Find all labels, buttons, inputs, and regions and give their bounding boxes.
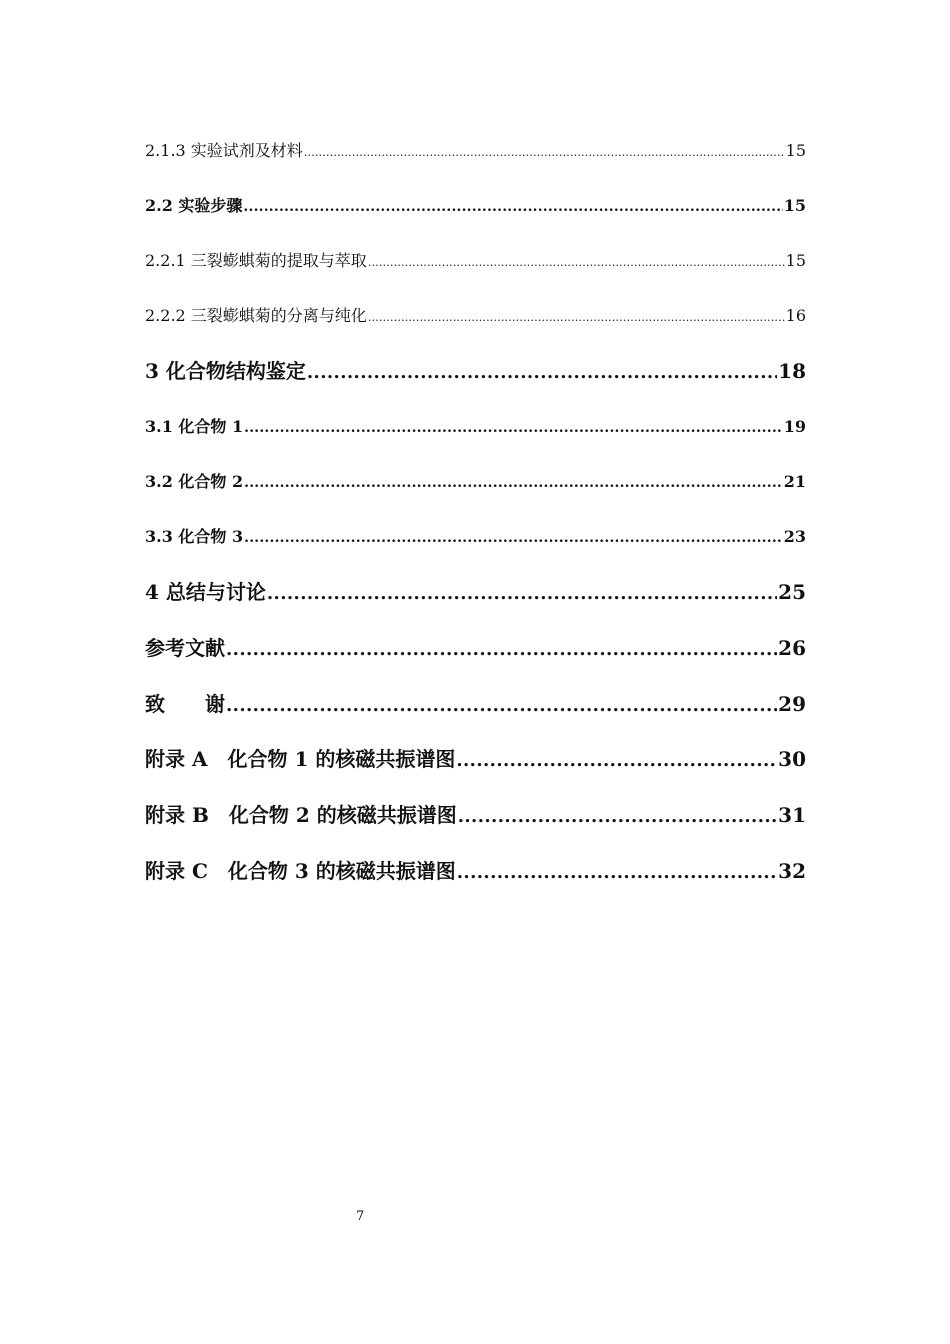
toc-entry-label: 2.1.3 实验试剂及材料 — [145, 141, 303, 160]
toc-entry — [145, 524, 806, 547]
toc-leader-dots — [244, 417, 783, 436]
toc-entry — [145, 303, 806, 326]
toc-entry-label: 3.3 化合物 3 — [145, 527, 244, 546]
toc-entry-label: 2.2 实验步骤 — [145, 196, 243, 215]
toc-page-number: 15 — [785, 141, 806, 160]
toc-entry-label: 致 谢 — [145, 692, 225, 716]
toc-leader-dots — [458, 803, 777, 827]
toc-leader-dots — [368, 306, 785, 325]
toc-page-number: 31 — [778, 803, 806, 827]
toc-page-number: 15 — [785, 251, 806, 270]
toc-entry — [145, 743, 806, 772]
toc-entry — [145, 248, 806, 271]
toc-entry — [145, 632, 806, 661]
toc-entry — [145, 138, 806, 161]
toc-entry-label: 4 总结与讨论 — [145, 580, 266, 604]
toc-leader-dots — [226, 692, 777, 716]
toc-entry-label: 3.1 化合物 1 — [145, 417, 244, 436]
toc-entry-label: 3.2 化合物 2 — [145, 472, 244, 491]
toc-leader-dots — [307, 359, 777, 383]
toc-leader-dots — [244, 527, 783, 546]
toc-entry — [145, 193, 806, 216]
toc-entry-label: 附录 C 化合物 3 的核磁共振谱图 — [145, 859, 456, 883]
toc-entry-label: 3 化合物结构鉴定 — [145, 359, 306, 383]
toc-entry-label: 参考文献 — [145, 636, 225, 660]
toc-leader-dots — [304, 141, 785, 160]
toc-leader-dots — [243, 196, 782, 215]
toc-entry — [145, 414, 806, 437]
page-number-footer: 7 — [356, 1209, 365, 1224]
toc-entry-label: 2.2.2 三裂蟛蜞菊的分离与纯化 — [145, 306, 367, 325]
toc-page-number: 32 — [778, 859, 806, 883]
toc-entry — [145, 688, 806, 717]
toc-leader-dots — [456, 747, 777, 771]
toc-entry — [145, 855, 806, 884]
toc-page-number: 29 — [778, 692, 806, 716]
toc-entry — [145, 469, 806, 492]
toc-page-number: 15 — [783, 196, 806, 215]
toc-entry-label: 2.2.1 三裂蟛蜞菊的提取与萃取 — [145, 251, 367, 270]
toc-entry-label: 附录 B 化合物 2 的核磁共振谱图 — [145, 803, 457, 827]
toc-page-number: 21 — [783, 472, 806, 491]
toc-page-number: 26 — [778, 636, 806, 660]
toc-page-number: 18 — [778, 359, 806, 383]
toc-page-number: 23 — [783, 527, 806, 546]
toc-leader-dots — [226, 636, 777, 660]
toc-page-number: 19 — [783, 417, 806, 436]
toc-page-number: 25 — [778, 580, 806, 604]
toc-leader-dots — [368, 251, 785, 270]
toc-leader-dots — [457, 859, 777, 883]
toc-page-number: 16 — [785, 306, 806, 325]
toc-leader-dots — [267, 580, 777, 604]
toc-leader-dots — [244, 472, 783, 491]
toc-entry — [145, 799, 806, 828]
toc-page-number: 30 — [778, 747, 806, 771]
toc-entry-label: 附录 A 化合物 1 的核磁共振谱图 — [145, 747, 456, 771]
toc-entry — [145, 355, 806, 384]
toc-entry — [145, 576, 806, 605]
